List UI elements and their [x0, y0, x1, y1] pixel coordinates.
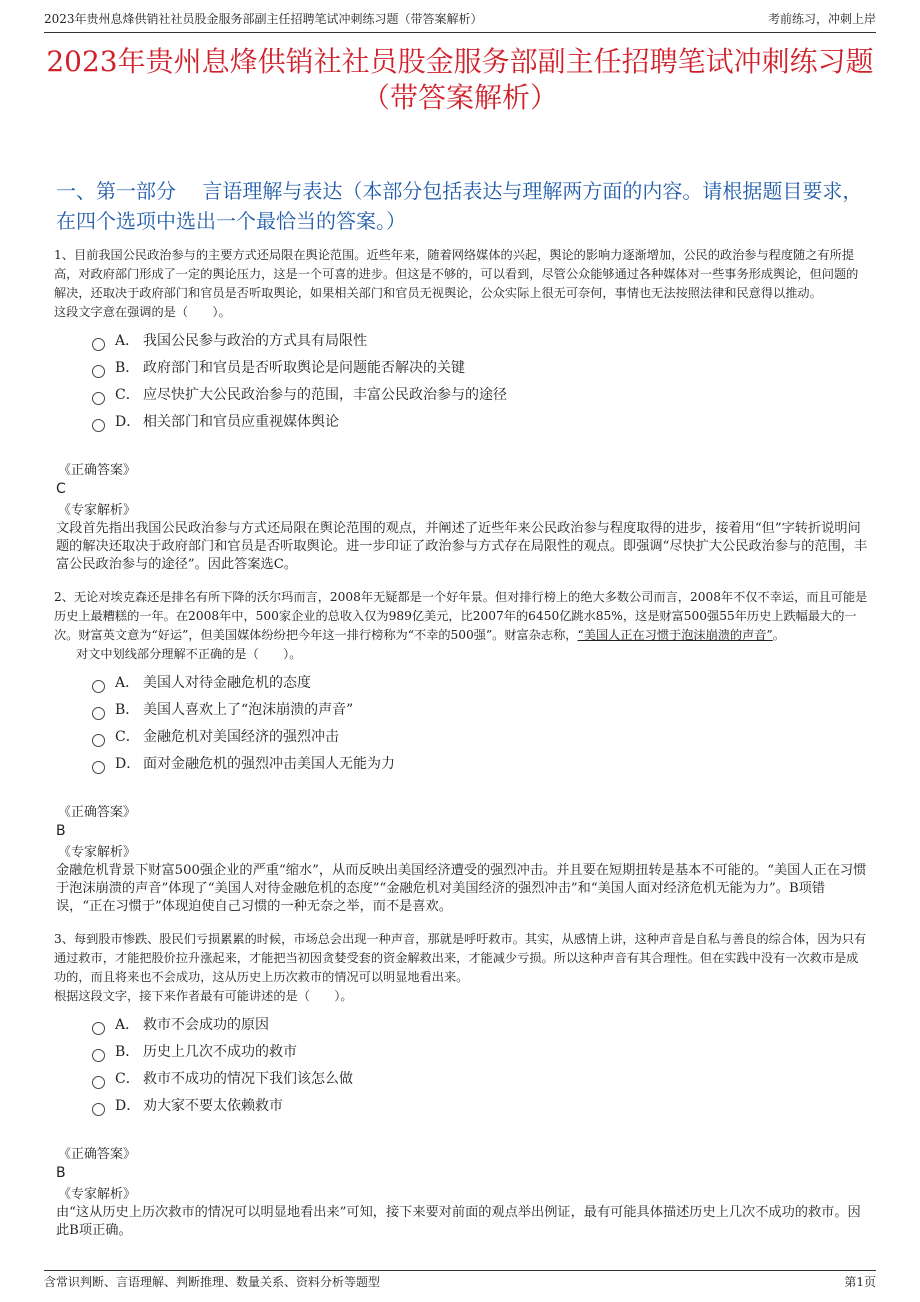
option-c[interactable] — [54, 382, 870, 409]
answer-value: B — [56, 823, 66, 839]
radio-icon[interactable] — [92, 1076, 105, 1089]
explanation-label: 《专家解析》 — [58, 1187, 137, 1202]
radio-icon[interactable] — [92, 365, 105, 378]
option-a[interactable] — [54, 1012, 870, 1039]
radio-icon[interactable] — [92, 419, 105, 432]
radio-icon[interactable] — [92, 392, 105, 405]
option-letter: A． — [115, 675, 140, 691]
answer-value: C — [56, 481, 66, 497]
option-text: 美国人喜欢上了“泡沫崩溃的声音” — [143, 702, 354, 718]
radio-icon[interactable] — [92, 734, 105, 747]
option-text: 美国人对待金融危机的态度 — [143, 675, 311, 691]
option-text: 相关部门和官员应重视媒体舆论 — [143, 414, 339, 430]
option-text: 我国公民参与政治的方式具有局限性 — [143, 333, 367, 349]
option-b[interactable] — [54, 355, 870, 382]
radio-icon[interactable] — [92, 1022, 105, 1035]
section-heading: 一、第一部分 言语理解与表达（本部分包括表达与理解两方面的内容。请根据题目要求，在四个选项中选出一个最恰当的答案。） — [56, 179, 863, 233]
option-letter: B． — [115, 360, 140, 376]
footer-note: 含常识判断、言语理解、判断推理、数量关系、资料分析等题型 — [44, 1275, 381, 1289]
option-letter: C． — [115, 387, 140, 403]
explanation-label: 《专家解析》 — [58, 845, 137, 860]
explanation-text: 由“这从历史上历次救市的情况可以明显地看出来”可知，接下来要对前面的观点举出例证，最有可能具体描述历史上几次不成功的救市。因此B项正确。 — [56, 1205, 861, 1238]
question-list — [54, 246, 870, 1254]
option-a[interactable] — [54, 328, 870, 355]
page-number: 第1页 — [844, 1275, 876, 1289]
question-stem: 3、每到股市惨跌、股民们亏损累累的时候，市场总会出现一种声音，那就是呼吁救市。其实，从感情上讲，这种声音是自私与善良的综合体，因为只有通过救市，才能把股价拉升涨起来，才能把当初因贪婪受套的资金解救出来，才能减少亏损。所以这种声音有其合理性。但在实践中没有一次救市是成功的，而且将来也不会成功，这从历史上历次救市的情况可以明显地看出来。 — [54, 932, 867, 984]
option-letter: C． — [115, 1071, 140, 1087]
option-letter: D． — [115, 756, 141, 772]
explanation-label: 《专家解析》 — [58, 503, 137, 518]
option-letter: D． — [115, 1098, 141, 1114]
question-1 — [54, 246, 870, 574]
stem-text-end: 。 — [772, 628, 785, 642]
option-text: 救市不会成功的原因 — [143, 1017, 269, 1033]
radio-icon[interactable] — [92, 1049, 105, 1062]
option-letter: B． — [115, 1044, 140, 1060]
question-3 — [54, 930, 870, 1240]
radio-icon[interactable] — [92, 1103, 105, 1116]
header-doc-title: 2023年贵州息烽供销社社员股金服务部副主任招聘笔试冲刺练习题（带答案解析） — [44, 12, 483, 26]
option-d[interactable] — [54, 409, 870, 436]
radio-icon[interactable] — [92, 680, 105, 693]
option-a[interactable] — [54, 670, 870, 697]
radio-icon[interactable] — [92, 707, 105, 720]
stem-text: 2、无论对埃克森还是排名有所下降的沃尔玛而言，2008年无疑都是一个好年景。但对排行榜上的绝大多数公司而言，2008年不仅不幸运，而且可能是历史上最糟糕的一年。在2008年中，500家企业的总收入仅为989亿美元，比2007年的6450亿跳水85%，这是财富500强55年历史上跌幅最大的一次。财富英文意为“好运”，但美国媒体纷纷把今年这一排行榜称为“不幸的500强”。财富杂志称， — [54, 590, 868, 642]
header-slogan: 考前练习，冲刺上岸 — [767, 12, 876, 26]
option-d[interactable] — [54, 1093, 870, 1120]
answer-label: 《正确答案》 — [58, 1147, 137, 1162]
option-text: 救市不成功的情况下我们该怎么做 — [143, 1071, 353, 1087]
option-letter: A． — [115, 333, 140, 349]
option-text: 面对金融危机的强烈冲击美国人无能为力 — [143, 756, 395, 772]
question-stem: 1、目前我国公民政治参与的主要方式还局限在舆论范围。近些年来，随着网络媒体的兴起，舆论的影响力逐渐增加，公民的政治参与程度随之有所提高，对政府部门形成了一定的舆论压力，这是一个可喜的进步。但这是不够的，可以看到，尽管公众能够通过各种媒体对一些事务形成舆论，但问题的解决，还取决于政府部门和官员是否听取舆论，如果相关部门和官员无视舆论，公众实际上很无可奈何，事情也无法按照法律和民意得以推动。 — [54, 248, 859, 300]
page-title: 2023年贵州息烽供销社社员股金服务部副主任招聘笔试冲刺练习题（带答案解析） — [46, 45, 874, 114]
question-prompt: 对文中划线部分理解不正确的是（ ）。 — [76, 647, 302, 661]
option-c[interactable] — [54, 1066, 870, 1093]
option-list — [54, 670, 870, 778]
option-text: 历史上几次不成功的救市 — [143, 1044, 297, 1060]
option-text: 劝大家不要太依赖救市 — [143, 1098, 283, 1114]
question-2 — [54, 588, 870, 916]
option-b[interactable] — [54, 697, 870, 724]
question-stem — [54, 588, 870, 645]
radio-icon[interactable] — [92, 761, 105, 774]
radio-icon[interactable] — [92, 338, 105, 351]
answer-label: 《正确答案》 — [58, 805, 137, 820]
option-list — [54, 328, 870, 436]
page-footer — [44, 1270, 876, 1293]
stem-underlined-text: “美国人正在习惯于泡沫崩溃的声音” — [577, 628, 773, 642]
option-d[interactable] — [54, 751, 870, 778]
option-text: 金融危机对美国经济的强烈冲击 — [143, 729, 339, 745]
explanation-text: 文段首先指出我国公民政治参与方式还局限在舆论范围的观点，并阐述了近些年来公民政治参与程度取得的进步，接着用“但”字转折说明问题的解决还取决于政府部门和官员是否听取舆论。进一步印证了政治参与方式存在局限性的观点。即强调“尽快扩大公民政治参与的范围，丰富公民政治参与的途径”。因此答案选C。 — [56, 521, 868, 572]
option-text: 应尽快扩大公民政治参与的范围，丰富公民政治参与的途径 — [143, 387, 507, 403]
answer-label: 《正确答案》 — [58, 463, 137, 478]
option-letter: D． — [115, 414, 141, 430]
option-letter: C． — [115, 729, 140, 745]
explanation-text: 金融危机背景下财富500强企业的严重“缩水”，从而反映出美国经济遭受的强烈冲击。并且要在短期扭转是基本不可能的。“美国人正在习惯于泡沫崩溃的声音”体现了“美国人对待金融危机的态度”“金融危机对美国经济的强烈冲击”和“美国人面对经济危机无能为力”。B项错误，“正在习惯于”体现迫使自己习惯的一种无奈之举，而不是喜欢。 — [56, 863, 867, 914]
page-header — [44, 10, 876, 33]
question-prompt: 这段文字意在强调的是（ ）。 — [54, 305, 231, 319]
answer-value: B — [56, 1165, 66, 1181]
option-text: 政府部门和官员是否听取舆论是问题能否解决的关键 — [143, 360, 465, 376]
option-letter: A． — [115, 1017, 140, 1033]
option-letter: B． — [115, 702, 140, 718]
option-c[interactable] — [54, 724, 870, 751]
option-b[interactable] — [54, 1039, 870, 1066]
question-prompt: 根据这段文字，接下来作者最有可能讲述的是（ ）。 — [54, 989, 353, 1003]
option-list — [54, 1012, 870, 1120]
